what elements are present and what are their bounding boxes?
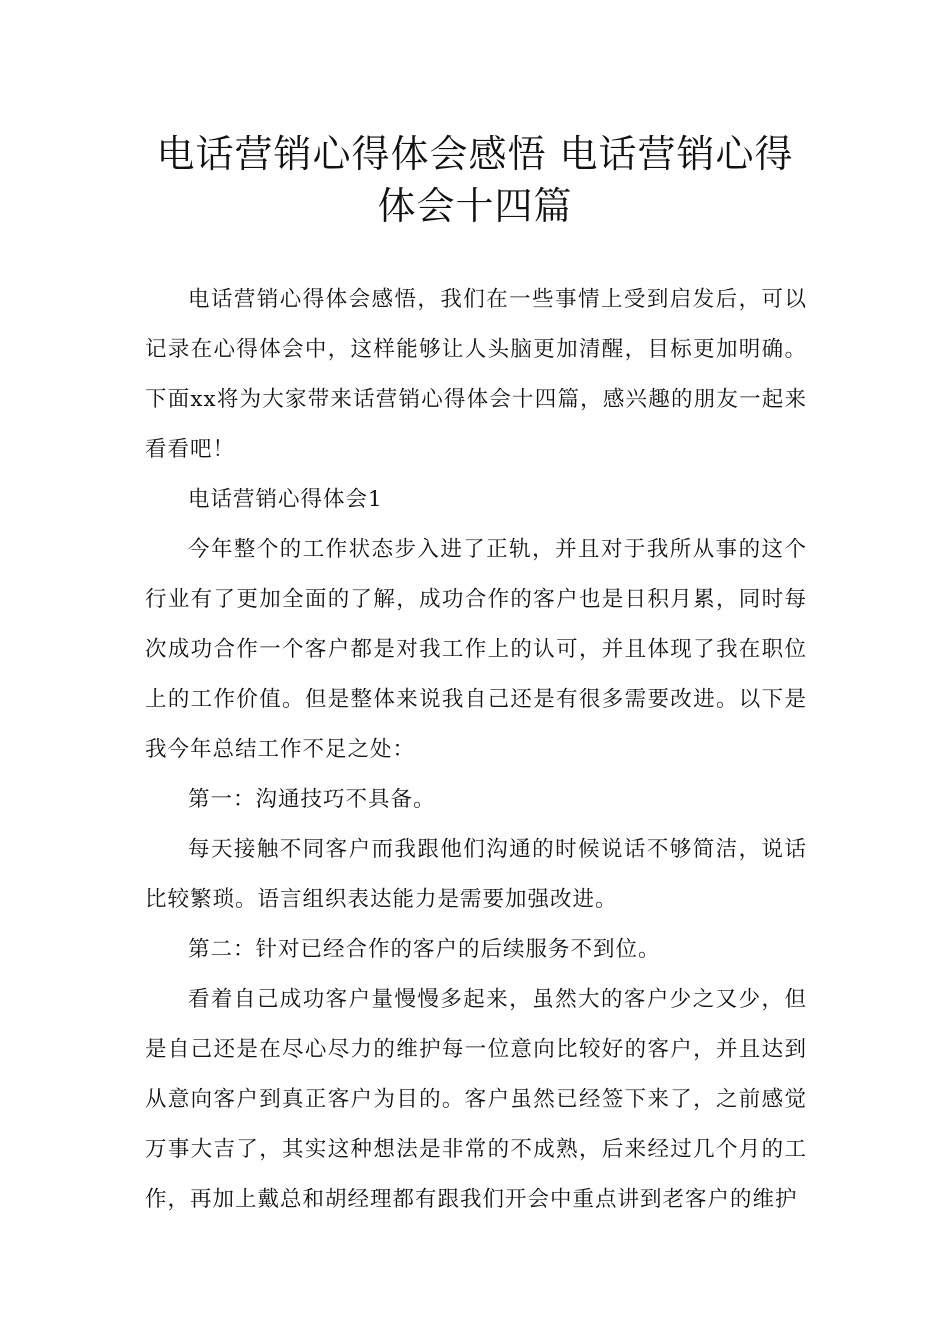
point-heading-1: 第一：沟通技巧不具备。 xyxy=(188,787,436,812)
intro-paragraph: 电话营销心得体会感悟，我们在一些事情上受到启发后，可以记录在心得体会中，这样能够让人头脑更加清醒，目标更加明确。下面xx将为大家带来话营销心得体会十四篇，感兴趣的朋友一起来看看吧！ xyxy=(145,287,807,462)
body-paragraph: 每天接触不同客户而我跟他们沟通的时候说话不够简洁，说话比较繁琐。语言组织表达能力是需要加强改进。 xyxy=(145,837,807,912)
body-paragraph: 看着自己成功客户量慢慢多起来，虽然大的客户少之又少，但是自己还是在尽心尽力的维护每一位意向比较好的客户，并且达到从意向客户到真正客户为目的。客户虽然已经签下来了，之前感觉万事大吉了，其实这种想法是非常的不成熟，后来经过几个月的工作，再加上戴总和胡经理都有跟我们开会中重点讲到老客户的维护 xyxy=(145,987,807,1212)
document-title: 电话营销心得体会感悟 电话营销心得体会十四篇 xyxy=(156,132,794,228)
point-heading-2: 第二：针对已经合作的客户的后续服务不到位。 xyxy=(188,937,661,962)
document-body xyxy=(145,275,807,1225)
body-paragraph: 今年整个的工作状态步入进了正轨，并且对于我所从事的这个行业有了更加全面的了解，成功合作的客户也是日积月累，同时每次成功合作一个客户都是对我工作上的认可，并且体现了我在职位上的工作价值。但是整体来说我自己还是有很多需要改进。以下是我今年总结工作不足之处： xyxy=(145,537,807,762)
section-heading: 电话营销心得体会1 xyxy=(188,487,383,512)
